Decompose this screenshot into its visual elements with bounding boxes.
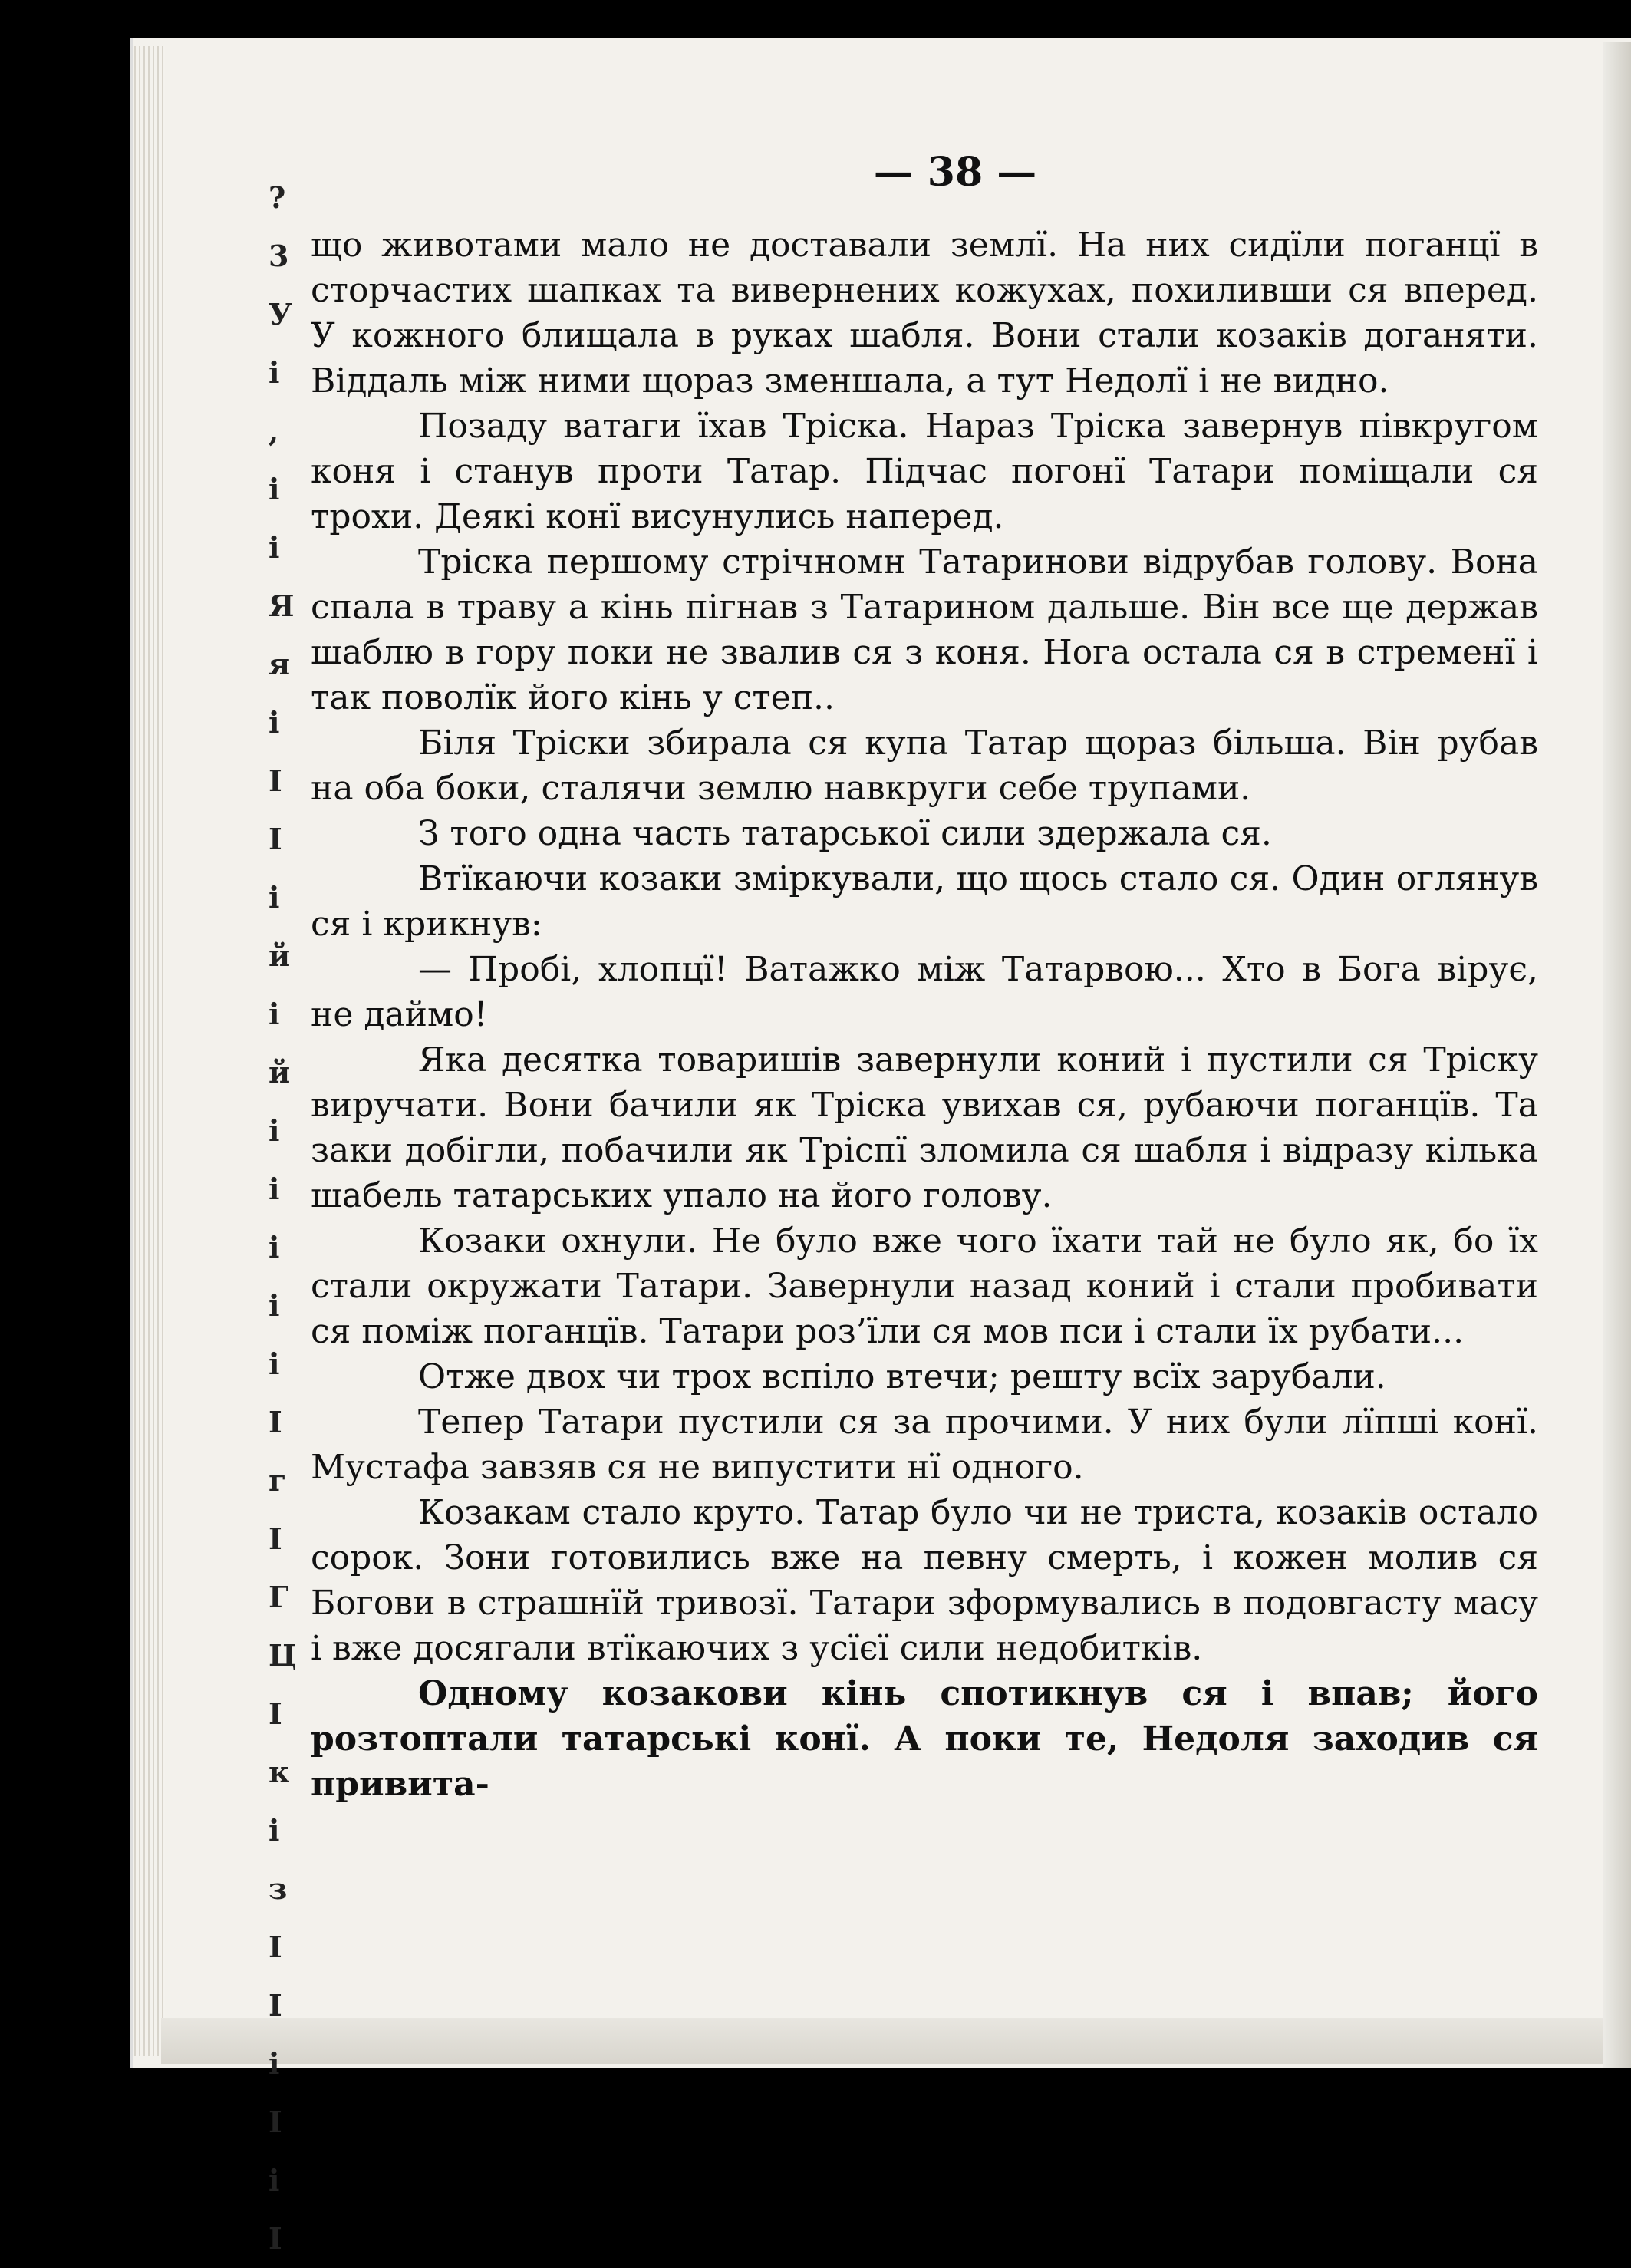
paragraph-6: Втїкаючи козаки зміркували, що щось стало ся. Один оглянув ся і крикнув: [311,859,1538,944]
page-bottom-edge [161,2018,1603,2064]
paragraph-10: Отже двох чи трох вспіло втечи; решту всїх зарубали. [418,1357,1386,1396]
paragraph-2: Позаду ватаги їхав Тріска. Нараз Тріска завернув півкругом коня і станув проти Татар. Підчас погонї Татари поміщали ся трохи. Деякі конї висунулись наперед. [311,407,1538,536]
paragraph-1: що животами мало не доставали землї. На них сидїли поганцї в сторчастих шапках та вивернених кожухах, похиливши ся вперед. У кожного блищала в руках шабля. Вони стали козаків доганяти. Віддаль між ними щораз зменшала, а тут Недолї і не видно. [311,226,1538,401]
body-text [311,223,1538,1807]
paragraph-5: З того одна часть татарської сили здержала ся. [418,814,1272,853]
paragraph-13: Одному козакови кінь спотикнув ся і впав; його розтоптали татарські конї. А поки те, Недоля заходив ся привита- [311,1674,1538,1804]
page-content [311,146,1538,1807]
scan-border [0,0,130,2121]
paragraph-4: Біля Тріски збирала ся купа Татар щораз більша. Він рубав на оба боки, сталячи землю навкруги себе трупами. [311,724,1538,808]
paragraph-7: — Пробі, хлопцї! Ватажко між Татарвою... Хто в Бога вірує, не даймо! [311,950,1538,1034]
paragraph-11: Тепер Татари пустили ся за прочими. У них були лїпші конї. Мустафа завзяв ся не випустити нї одного. [311,1403,1538,1487]
paragraph-12: Козакам стало круто. Татар було чи не триста, козаків остало сорок. Зони готовились вже на певну смерть, і кожен молив ся Богови в страшнїй тривозї. Татари зформувались в подовгасту масу і вже досягали втїкаючих з усїєї сили недобитків. [311,1493,1538,1668]
paragraph-3: Тріска першому стрічномн Татаринови відрубав голову. Вона спала в траву а кінь пігнав з Татарином дальше. Він все ще держав шаблю в гору поки не звалив ся з коня. Нога остала ся в стременї і так поволїк його кінь у степ.. [311,542,1538,717]
page-number: — 38 — [873,149,1037,196]
page-stack-edges [134,46,165,2056]
page-right-edge [1603,42,1631,2068]
previous-page-margin-fragments: ? 3 У і , і і Я я і І І і й і й і і і і і І г І Г Ц І к і з І І і І і І [269,180,297,2256]
paragraph-8: Яка десятка товаришів завернули коний і пустили ся Тріску виручати. Вони бачили як Тріска увихав ся, рубаючи поганцїв. Та заки добігли, побачили як Тріспї зломила ся шабля і відразу кілька шабель татарських упало на його голову. [311,1040,1538,1215]
paragraph-9: Козаки охнули. Не було вже чого їхати тай не було як, бо їх стали окружати Татари. Завернули назад коний і стали пробивати ся поміж поганцїв. Татари роз’їли ся мов пси і стали їх рубати... [311,1221,1538,1351]
